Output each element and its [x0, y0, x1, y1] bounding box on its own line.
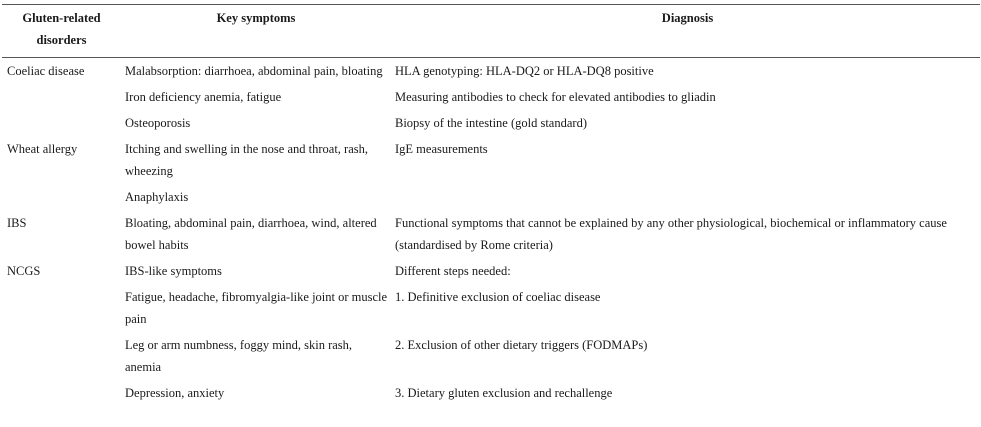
cell-diagnosis: 3. Dietary gluten exclusion and rechallenge — [395, 386, 613, 400]
cell-disorder — [2, 332, 121, 380]
cell-diagnosis: Different steps needed: — [395, 264, 511, 278]
table-row — [2, 58, 980, 85]
gluten-disorders-table-container — [2, 4, 980, 406]
table-body — [2, 58, 980, 407]
cell-symptom: Fatigue, headache, fibromyalgia-like joint or muscle pain — [125, 290, 388, 326]
table-row — [2, 184, 980, 210]
header-row — [2, 5, 980, 58]
header-diagnosis: Diagnosis — [661, 11, 714, 25]
cell-diagnosis: HLA genotyping: HLA-DQ2 or HLA-DQ8 positive — [395, 64, 654, 78]
cell-diagnosis: Biopsy of the intestine (gold standard) — [395, 116, 587, 130]
cell-disorder — [2, 84, 121, 110]
cell-diagnosis: IgE measurements — [395, 142, 488, 156]
cell-disorder: Coeliac disease — [7, 64, 85, 78]
cell-diagnosis: 1. Definitive exclusion of coeliac disease — [395, 290, 601, 304]
header-key-symptoms: Key symptoms — [216, 11, 296, 25]
cell-symptom: IBS-like symptoms — [125, 264, 222, 278]
table-row — [2, 110, 980, 136]
cell-symptom: Itching and swelling in the nose and throat, rash, wheezing — [125, 142, 368, 178]
table-row — [2, 84, 980, 110]
cell-symptom: Bloating, abdominal pain, diarrhoea, wind, altered bowel habits — [125, 216, 377, 252]
cell-symptom: Leg or arm numbness, foggy mind, skin rash, anemia — [125, 338, 353, 374]
cell-disorder: Wheat allergy — [7, 142, 78, 156]
table-row — [2, 136, 980, 184]
cell-diagnosis — [395, 184, 980, 210]
table-row — [2, 258, 980, 284]
cell-symptom: Depression, anxiety — [125, 386, 225, 400]
cell-symptom: Malabsorption: diarrhoea, abdominal pain, bloating — [125, 64, 383, 78]
cell-diagnosis: Measuring antibodies to check for elevated antibodies to gliadin — [395, 90, 716, 104]
cell-disorder — [2, 184, 121, 210]
cell-disorder — [2, 380, 121, 406]
table-row — [2, 210, 980, 258]
cell-disorder — [2, 284, 121, 332]
table-header — [2, 5, 980, 58]
cell-symptom: Iron deficiency anemia, fatigue — [125, 90, 282, 104]
cell-diagnosis: Functional symptoms that cannot be explained by any other physiological, biochemical or inflammatory cause (standardised by Rome criteria) — [395, 216, 947, 252]
cell-disorder: IBS — [7, 216, 27, 230]
table-row — [2, 380, 980, 406]
cell-disorder: NCGS — [7, 264, 41, 278]
cell-symptom: Anaphylaxis — [125, 190, 189, 204]
gluten-disorders-table — [2, 4, 980, 406]
cell-disorder — [2, 110, 121, 136]
cell-diagnosis: 2. Exclusion of other dietary triggers (FODMAPs) — [395, 338, 648, 352]
table-row — [2, 332, 980, 380]
cell-symptom: Osteoporosis — [125, 116, 191, 130]
header-disorders: Gluten-related disorders — [22, 11, 101, 47]
table-row — [2, 284, 980, 332]
